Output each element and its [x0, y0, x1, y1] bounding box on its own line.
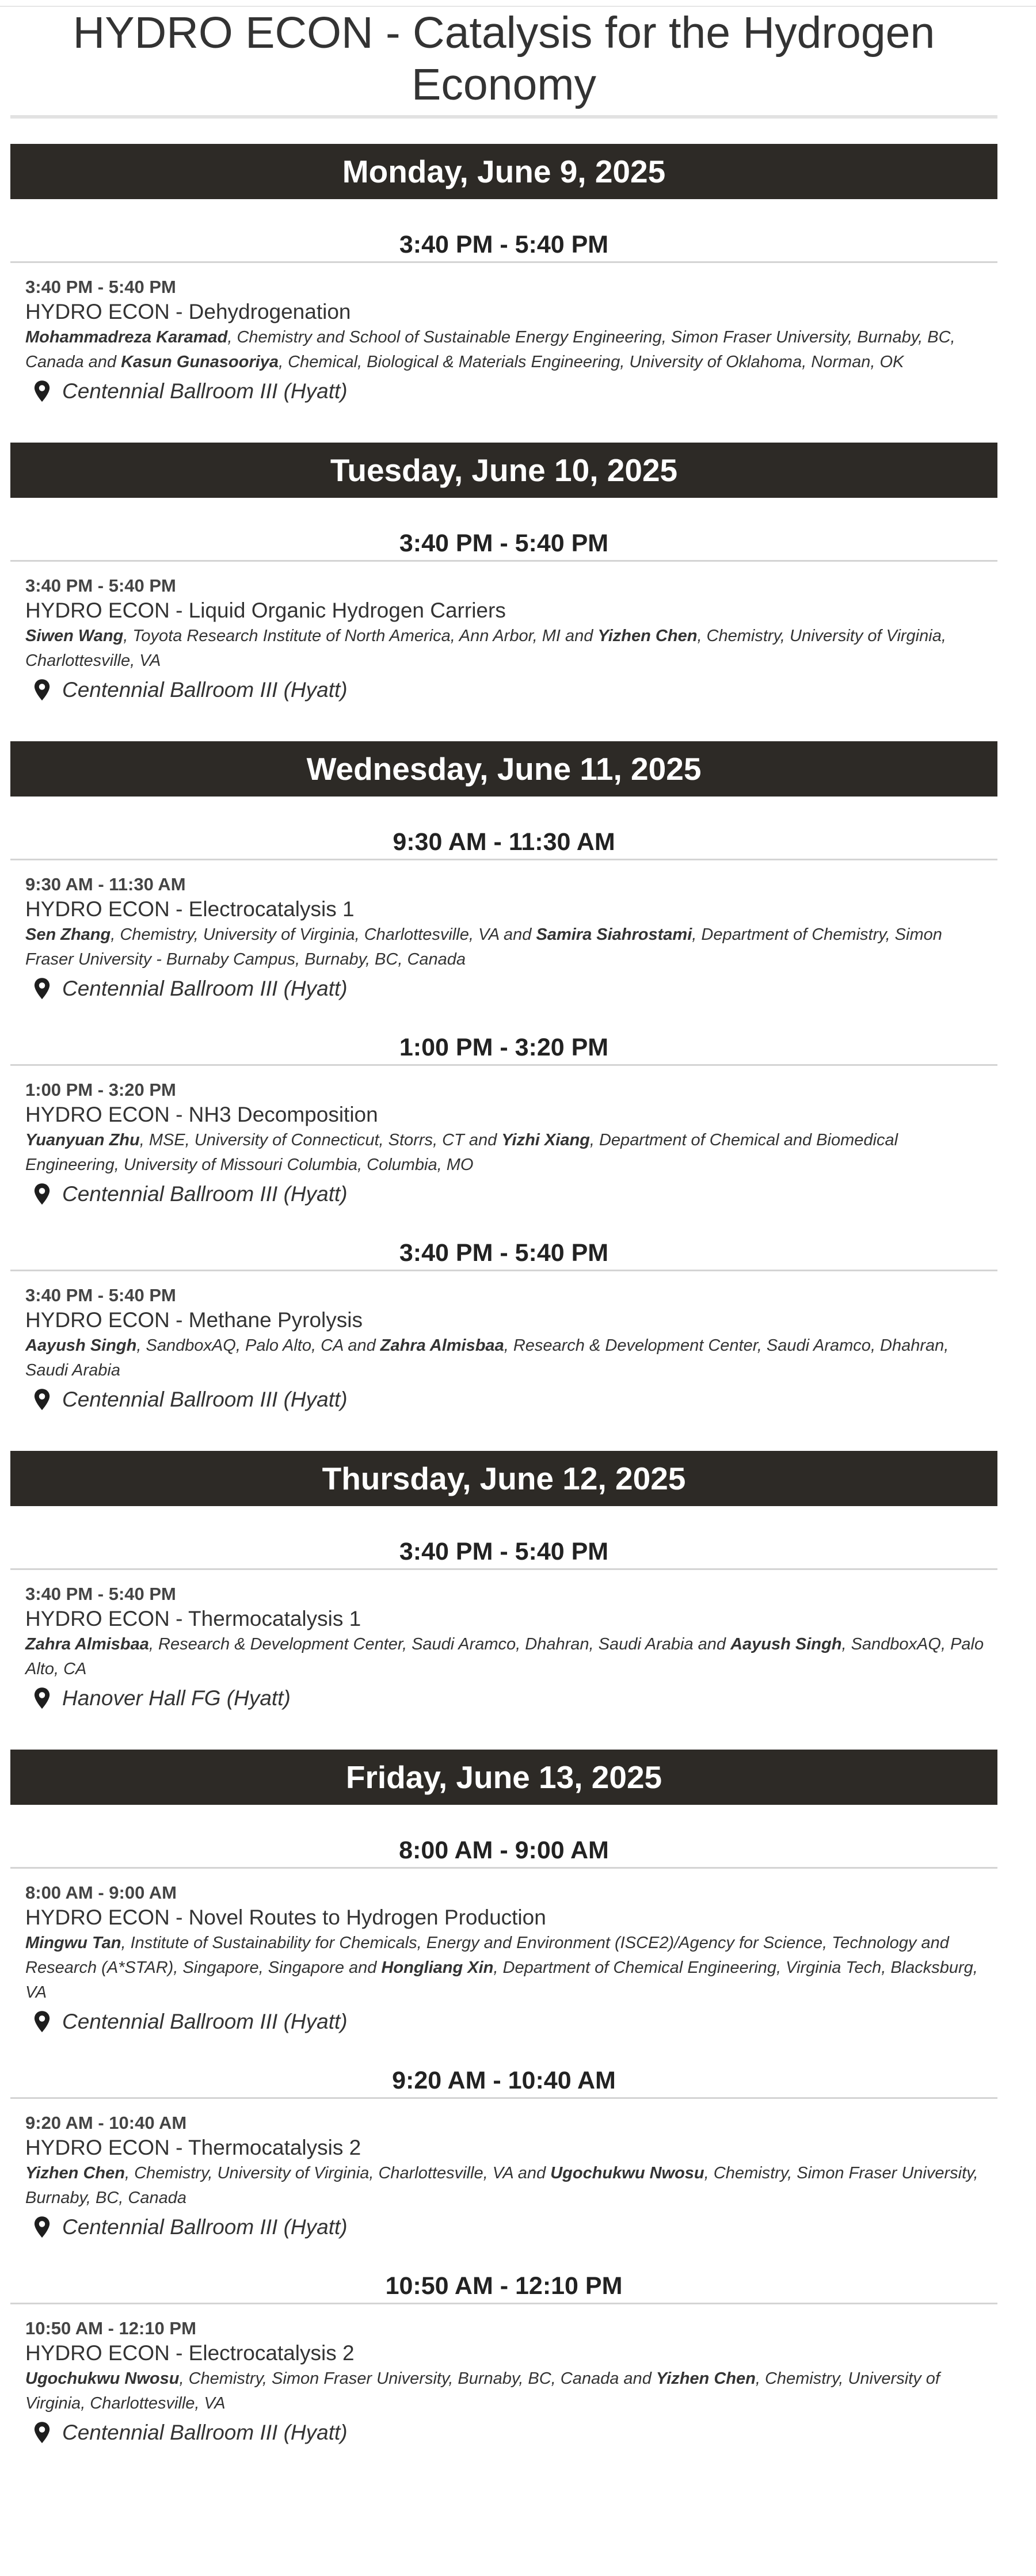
- time-slot: [10, 228, 997, 405]
- session-title-link[interactable]: HYDRO ECON - Electrocatalysis 2: [25, 2341, 355, 2365]
- author-name: Yuanyuan Zhu: [25, 1131, 140, 1149]
- map-pin-icon: [33, 380, 51, 402]
- time-slot: [10, 1236, 997, 1413]
- location-text: Centennial Ballroom III (Hyatt): [62, 1182, 348, 1206]
- author-joiner: and: [343, 1336, 380, 1355]
- slot-header: 8:00 AM - 9:00 AM: [10, 1834, 997, 1869]
- session-title-link[interactable]: HYDRO ECON - Thermocatalysis 2: [25, 2136, 361, 2159]
- author-affiliation: , SandboxAQ, Palo Alto, CA: [25, 1635, 984, 1678]
- session-title-link[interactable]: HYDRO ECON - Electrocatalysis 1: [25, 897, 355, 921]
- session-location: [25, 2419, 993, 2446]
- author-name: Yizhen Chen: [597, 627, 698, 645]
- session-time: 9:20 AM - 10:40 AM: [25, 2113, 187, 2133]
- map-pin-icon: [33, 2011, 51, 2033]
- slot-header: 10:50 AM - 12:10 PM: [10, 2269, 997, 2304]
- session-time: 1:00 PM - 3:20 PM: [25, 1080, 176, 1100]
- author-name: Zahra Almisbaa: [380, 1336, 504, 1355]
- author-joiner: and: [498, 925, 536, 944]
- session-title-link[interactable]: HYDRO ECON - Liquid Organic Hydrogen Carriers: [25, 599, 506, 622]
- location-text: Centennial Ballroom III (Hyatt): [62, 977, 348, 1000]
- author-affiliation: , Chemistry, University of Virginia, Charlottesville, VA: [111, 925, 499, 944]
- map-pin-icon: [33, 2422, 51, 2444]
- session-authors: [25, 1333, 993, 1383]
- time-slot: [10, 825, 997, 1002]
- day-section: [10, 741, 997, 1413]
- location-text: Hanover Hall FG (Hyatt): [62, 1686, 291, 1710]
- session-time: 3:40 PM - 5:40 PM: [25, 1285, 176, 1305]
- title-block: [10, 0, 997, 119]
- author-affiliation: , MSE, University of Connecticut, Storrs, CT: [139, 1131, 464, 1149]
- day-header: Thursday, June 12, 2025: [10, 1451, 997, 1506]
- session-item: [10, 574, 997, 703]
- time-slot: [10, 1535, 997, 1712]
- map-pin-icon: [33, 2216, 51, 2238]
- session-item: [10, 2112, 997, 2240]
- author-affiliation: , SandboxAQ, Palo Alto, CA: [136, 1336, 344, 1355]
- session-item: [10, 873, 997, 1002]
- author-name: Aayush Singh: [25, 1336, 137, 1355]
- author-affiliation: , Research & Development Center, Saudi Aramco, Dhahran, Saudi Arabia: [148, 1635, 694, 1653]
- session-time: 3:40 PM - 5:40 PM: [25, 277, 176, 297]
- slot-header: 9:20 AM - 10:40 AM: [10, 2064, 997, 2099]
- slot-header: 3:40 PM - 5:40 PM: [10, 527, 997, 562]
- author-affiliation: , Chemistry, University of Virginia, Charlottesville, VA: [25, 627, 946, 670]
- author-joiner: and: [619, 2369, 656, 2388]
- author-joiner: and: [464, 1131, 502, 1149]
- author-joiner: and: [344, 1958, 382, 1977]
- author-affiliation: , Institute of Sustainability for Chemicals, Energy and Environment (ISCE2)/Agency for Science, Technology and Research (A*STAR), Singapore, Singapore: [25, 1934, 949, 1977]
- session-authors: [25, 1632, 993, 1682]
- day-section: [10, 144, 997, 405]
- session-location: [25, 2214, 993, 2240]
- location-text: Centennial Ballroom III (Hyatt): [62, 379, 348, 403]
- session-authors: [25, 1931, 993, 2005]
- map-pin-icon: [33, 679, 51, 701]
- session-title-link[interactable]: HYDRO ECON - Thermocatalysis 1: [25, 1607, 361, 1630]
- session-title-link[interactable]: HYDRO ECON - NH3 Decomposition: [25, 1103, 378, 1126]
- map-pin-icon: [33, 1389, 51, 1411]
- author-joiner: and: [513, 2164, 551, 2182]
- day-header: Wednesday, June 11, 2025: [10, 741, 997, 797]
- day-header: Friday, June 13, 2025: [10, 1750, 997, 1805]
- session-title-link[interactable]: HYDRO ECON - Dehydrogenation: [25, 300, 351, 323]
- location-text: Centennial Ballroom III (Hyatt): [62, 2421, 348, 2444]
- map-pin-icon: [33, 978, 51, 1000]
- time-slot: [10, 527, 997, 703]
- session-authors: [25, 325, 993, 375]
- session-item: [10, 2317, 997, 2446]
- author-joiner: and: [83, 353, 121, 371]
- time-slot: [10, 1031, 997, 1207]
- author-affiliation: , Research & Development Center, Saudi Aramco, Dhahran, Saudi Arabia: [25, 1336, 949, 1380]
- author-affiliation: , Toyota Research Institute of North America, Ann Arbor, MI: [123, 627, 561, 645]
- session-item: [10, 1284, 997, 1413]
- session-time: 3:40 PM - 5:40 PM: [25, 1584, 176, 1604]
- session-time: 10:50 AM - 12:10 PM: [25, 2318, 196, 2338]
- session-location: [25, 975, 993, 1002]
- author-name: Mohammadreza Karamad: [25, 328, 228, 346]
- map-pin-icon: [33, 1687, 51, 1709]
- location-text: Centennial Ballroom III (Hyatt): [62, 678, 348, 702]
- author-joiner: and: [693, 1635, 731, 1653]
- session-authors: [25, 2367, 993, 2416]
- author-affiliation: , Chemistry, Simon Fraser University, Burnaby, BC, Canada: [25, 2164, 978, 2207]
- author-name: Samira Siahrostami: [536, 925, 692, 944]
- slot-header: 1:00 PM - 3:20 PM: [10, 1031, 997, 1066]
- author-name: Aayush Singh: [730, 1635, 842, 1653]
- author-name: Yizhi Xiang: [501, 1131, 590, 1149]
- session-authors: [25, 624, 993, 673]
- session-location: [25, 677, 993, 703]
- day-section: [10, 1750, 997, 2446]
- session-authors: [25, 1128, 993, 1178]
- author-name: Siwen Wang: [25, 627, 124, 645]
- day-header: Monday, June 9, 2025: [10, 144, 997, 199]
- session-location: [25, 1386, 993, 1413]
- author-name: Kasun Gunasooriya: [121, 353, 279, 371]
- session-title-link[interactable]: HYDRO ECON - Novel Routes to Hydrogen Production: [25, 1906, 546, 1929]
- location-text: Centennial Ballroom III (Hyatt): [62, 1388, 348, 1411]
- day-section: [10, 1451, 997, 1712]
- session-item: [10, 1583, 997, 1712]
- session-title-link[interactable]: HYDRO ECON - Methane Pyrolysis: [25, 1308, 363, 1332]
- session-location: [25, 2009, 993, 2035]
- author-name: Mingwu Tan: [25, 1934, 121, 1952]
- author-name: Ugochukwu Nwosu: [25, 2369, 180, 2388]
- author-affiliation: , Department of Chemical and Biomedical Engineering, University of Missouri Columbia, Columbia, MO: [25, 1131, 898, 1174]
- session-authors: [25, 923, 993, 972]
- author-name: Ugochukwu Nwosu: [550, 2164, 704, 2182]
- author-name: Yizhen Chen: [25, 2164, 125, 2182]
- author-affiliation: , Chemistry, University of Virginia, Charlottesville, VA: [124, 2164, 513, 2182]
- slot-header: 9:30 AM - 11:30 AM: [10, 825, 997, 860]
- time-slot: [10, 1834, 997, 2035]
- author-affiliation: , Chemistry and School of Sustainable Energy Engineering, Simon Fraser University, Burnaby, BC, Canada: [25, 328, 955, 371]
- author-joiner: and: [560, 627, 598, 645]
- day-list: [10, 144, 997, 2446]
- session-location: [25, 378, 993, 405]
- slot-header: 3:40 PM - 5:40 PM: [10, 1535, 997, 1570]
- day-section: [10, 443, 997, 703]
- author-affiliation: , Chemical, Biological & Materials Engineering, University of Oklahoma, Norman, OK: [279, 353, 904, 371]
- session-location: [25, 1685, 993, 1712]
- author-name: Sen Zhang: [25, 925, 111, 944]
- author-name: Zahra Almisbaa: [25, 1635, 149, 1653]
- slot-header: 3:40 PM - 5:40 PM: [10, 1236, 997, 1271]
- author-affiliation: , Department of Chemical Engineering, Virginia Tech, Blacksburg, VA: [25, 1958, 978, 2002]
- author-affiliation: , Chemistry, University of Virginia, Charlottesville, VA: [25, 2369, 940, 2413]
- schedule-page: [10, 0, 997, 2484]
- session-time: 8:00 AM - 9:00 AM: [25, 1883, 177, 1903]
- author-affiliation: , Chemistry, Simon Fraser University, Burnaby, BC, Canada: [179, 2369, 619, 2388]
- author-name: Hongliang Xin: [381, 1958, 494, 1977]
- page-title: HYDRO ECON - Catalysis for the Hydrogen Economy: [73, 8, 935, 109]
- time-slot: [10, 2269, 997, 2446]
- author-affiliation: , Department of Chemistry, Simon Fraser University - Burnaby Campus, Burnaby, BC, Canada: [25, 925, 942, 969]
- session-authors: [25, 2161, 993, 2211]
- location-text: Centennial Ballroom III (Hyatt): [62, 2215, 348, 2239]
- slot-header: 3:40 PM - 5:40 PM: [10, 228, 997, 263]
- session-location: [25, 1181, 993, 1207]
- time-slot: [10, 2064, 997, 2240]
- session-time: 9:30 AM - 11:30 AM: [25, 874, 186, 894]
- session-item: [10, 276, 997, 405]
- session-item: [10, 1079, 997, 1207]
- map-pin-icon: [33, 1183, 51, 1205]
- session-item: [10, 1881, 997, 2035]
- session-time: 3:40 PM - 5:40 PM: [25, 576, 176, 596]
- location-text: Centennial Ballroom III (Hyatt): [62, 2010, 348, 2033]
- author-name: Yizhen Chen: [656, 2369, 756, 2388]
- day-header: Tuesday, June 10, 2025: [10, 443, 997, 498]
